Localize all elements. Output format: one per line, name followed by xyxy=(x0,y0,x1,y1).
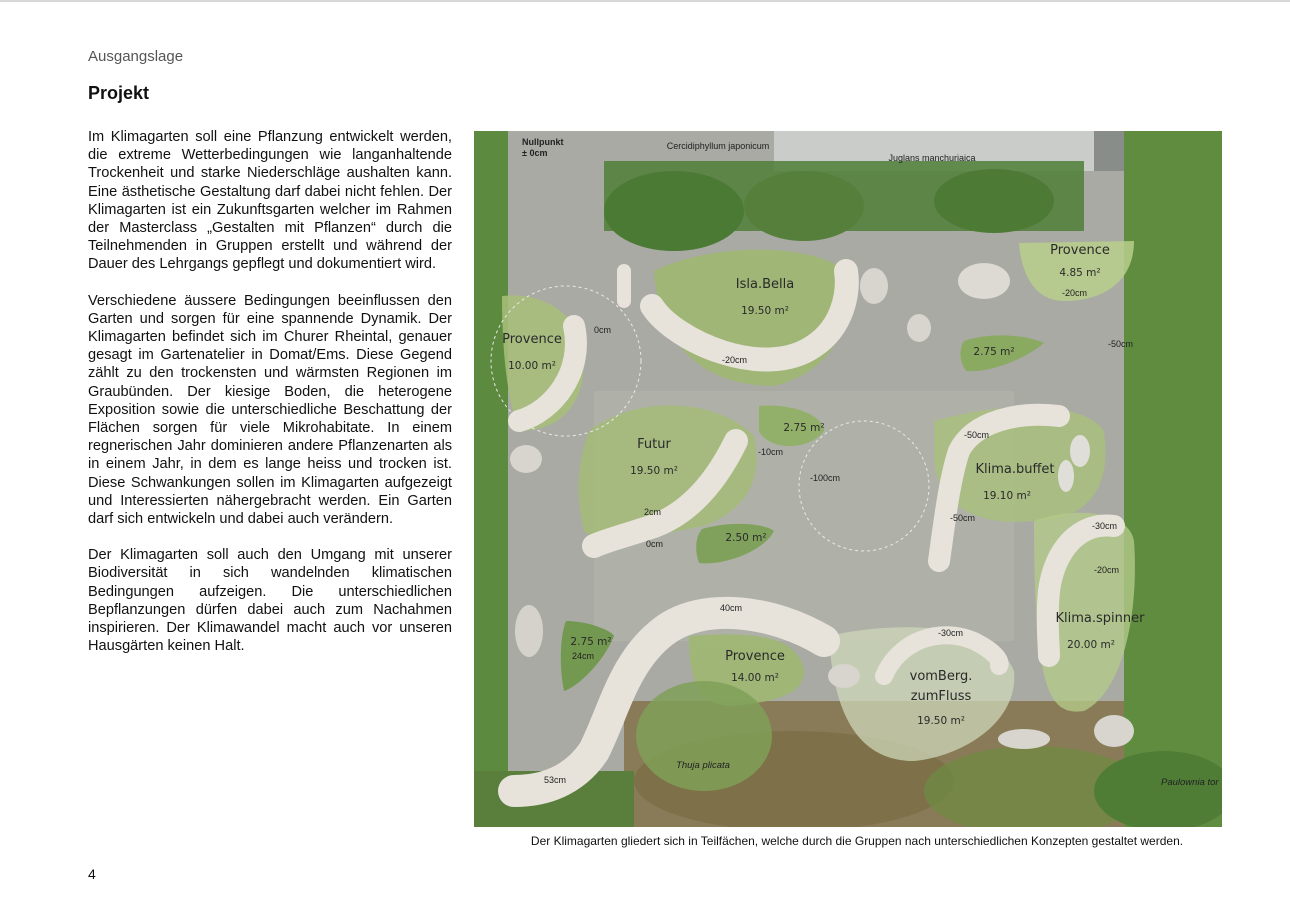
left-hedge xyxy=(474,131,508,827)
level-3: -10cm xyxy=(758,447,784,457)
garden-plan-figure xyxy=(474,131,1222,827)
zone-name-provence-small: Provence xyxy=(1050,243,1110,258)
plant-paulownia: Paulownia tor xyxy=(1161,777,1219,788)
zone-area-provence-small: 4.85 m² xyxy=(1059,267,1101,279)
level-6: -50cm xyxy=(950,513,976,523)
level-5: -50cm xyxy=(964,430,990,440)
paragraph-3: Der Klimagarten soll auch den Umgang mit unserer Biodiversität in sich wandelnden klimatischen Bedingungen aufzeigen. Die unterschiedlichen Bepflanzungen dürfen dabei auch zum Nachahmen inspirieren. Der Klimawandel macht auch vor unseren Hausgärten keinen Halt. xyxy=(88,547,452,655)
zone-area-klima-spinner: 20.00 m² xyxy=(1067,639,1115,651)
zone-name-provence-left: Provence xyxy=(502,332,562,347)
zone-name-zumfluss: zumFluss xyxy=(910,689,972,704)
small-area-4: 2.75 m² xyxy=(570,636,612,648)
section-label: Ausgangslage xyxy=(88,48,184,65)
zone-name-klima-buffet: Klima.buffet xyxy=(975,462,1055,477)
zone-name-futur: Futur xyxy=(637,437,671,452)
zone-name-klima-spinner: Klima.spinner xyxy=(1055,611,1145,626)
nullpunkt-value: ± 0cm xyxy=(522,148,548,158)
paragraph-1: Im Klimagarten soll eine Pflanzung entwickelt werden, die extreme Wetterbedingungen wie langanhaltende Trockenheit und starke Niederschläge aushalten kann. Eine ästhetische Gestaltung darf dabei nicht fehlen. Der Klimagarten ist ein Zukunftsgarten welcher im Rahmen der Masterclass „Gestalten mit Pflanzen“ durch die Teilnehmenden in Gruppen erstellt und während der Dauer des Lehrgangs gepflegt und dokumentiert wird. xyxy=(88,129,452,273)
garden-plan xyxy=(474,131,1222,827)
zone-area-vomberg: 19.50 m² xyxy=(917,715,965,727)
zone-name-isla-bella: Isla.Bella xyxy=(735,277,795,292)
body-text xyxy=(88,128,452,673)
plant-juglans: Juglans manchuriaica xyxy=(888,153,976,163)
plant-thuja: Thuja plicata xyxy=(676,760,730,771)
figure-caption: Der Klimagarten gliedert sich in Teilfächen, welche durch die Gruppen nach unterschiedlichen Konzepten gestaltet werden. xyxy=(530,834,1184,848)
level-13: 53cm xyxy=(544,775,567,785)
page-number: 4 xyxy=(88,866,96,882)
small-area-3: 2.50 m² xyxy=(725,532,767,544)
level-9: 2cm xyxy=(644,507,662,517)
page-title: Projekt xyxy=(88,83,150,103)
level-15: -30cm xyxy=(938,628,964,638)
level-4: -100cm xyxy=(810,473,841,483)
plant-cercidiphyllum: Cercidiphyllum japonicum xyxy=(666,141,770,151)
small-area-2: 2.75 m² xyxy=(783,422,825,434)
level-11: 40cm xyxy=(720,603,743,613)
level-8: -20cm xyxy=(1094,565,1120,575)
level-14: -20cm xyxy=(1062,288,1088,298)
paragraph-2: Verschiedene äussere Bedingungen beeinflussen den Garten und sorgen für eine spannende Dynamik. Der Klimagarten befindet sich im Churer Rheintal, genauer gesagt im Gartenatelier in Domat/Ems. Diese Gegend zählt zu den trockensten und wärmsten Regionen im Graubünden. Der kiesige Boden, die heterogene Exposition sowie die unterschiedliche Beschattung der Flächen sorgen für viele Mikrohabitate. In einem regnerischen Jahr dominieren andere Pflanzenarten als in einem Jahr, in dem es lange heiss und trocken ist. Diese Schwankungen sollen im Klimagarten aufgezeigt und Interessierten nähergebracht werden. Ein Garten darf sich entwickeln und dabei auch verändern. xyxy=(88,292,452,528)
level-2: -50cm xyxy=(1108,339,1134,349)
nullpunkt-label: Nullpunkt xyxy=(522,137,564,147)
zone-area-provence-left: 10.00 m² xyxy=(508,360,556,372)
zone-area-isla-bella: 19.50 m² xyxy=(741,305,789,317)
small-area-1: 2.75 m² xyxy=(973,346,1015,358)
level-10: 0cm xyxy=(646,539,664,549)
level-1: -20cm xyxy=(722,355,748,365)
top-rule xyxy=(0,0,1290,2)
zone-name-vomberg: vomBerg. xyxy=(909,669,973,684)
level-12: 24cm xyxy=(572,651,595,661)
right-hedge xyxy=(1124,131,1222,827)
zone-name-provence-bottom: Provence xyxy=(725,649,785,664)
level-7: -30cm xyxy=(1092,521,1118,531)
zone-area-futur: 19.50 m² xyxy=(630,465,678,477)
zone-area-klima-buffet: 19.10 m² xyxy=(983,490,1031,502)
level-0: 0cm xyxy=(594,325,612,335)
zone-area-provence-bottom: 14.00 m² xyxy=(731,672,779,684)
